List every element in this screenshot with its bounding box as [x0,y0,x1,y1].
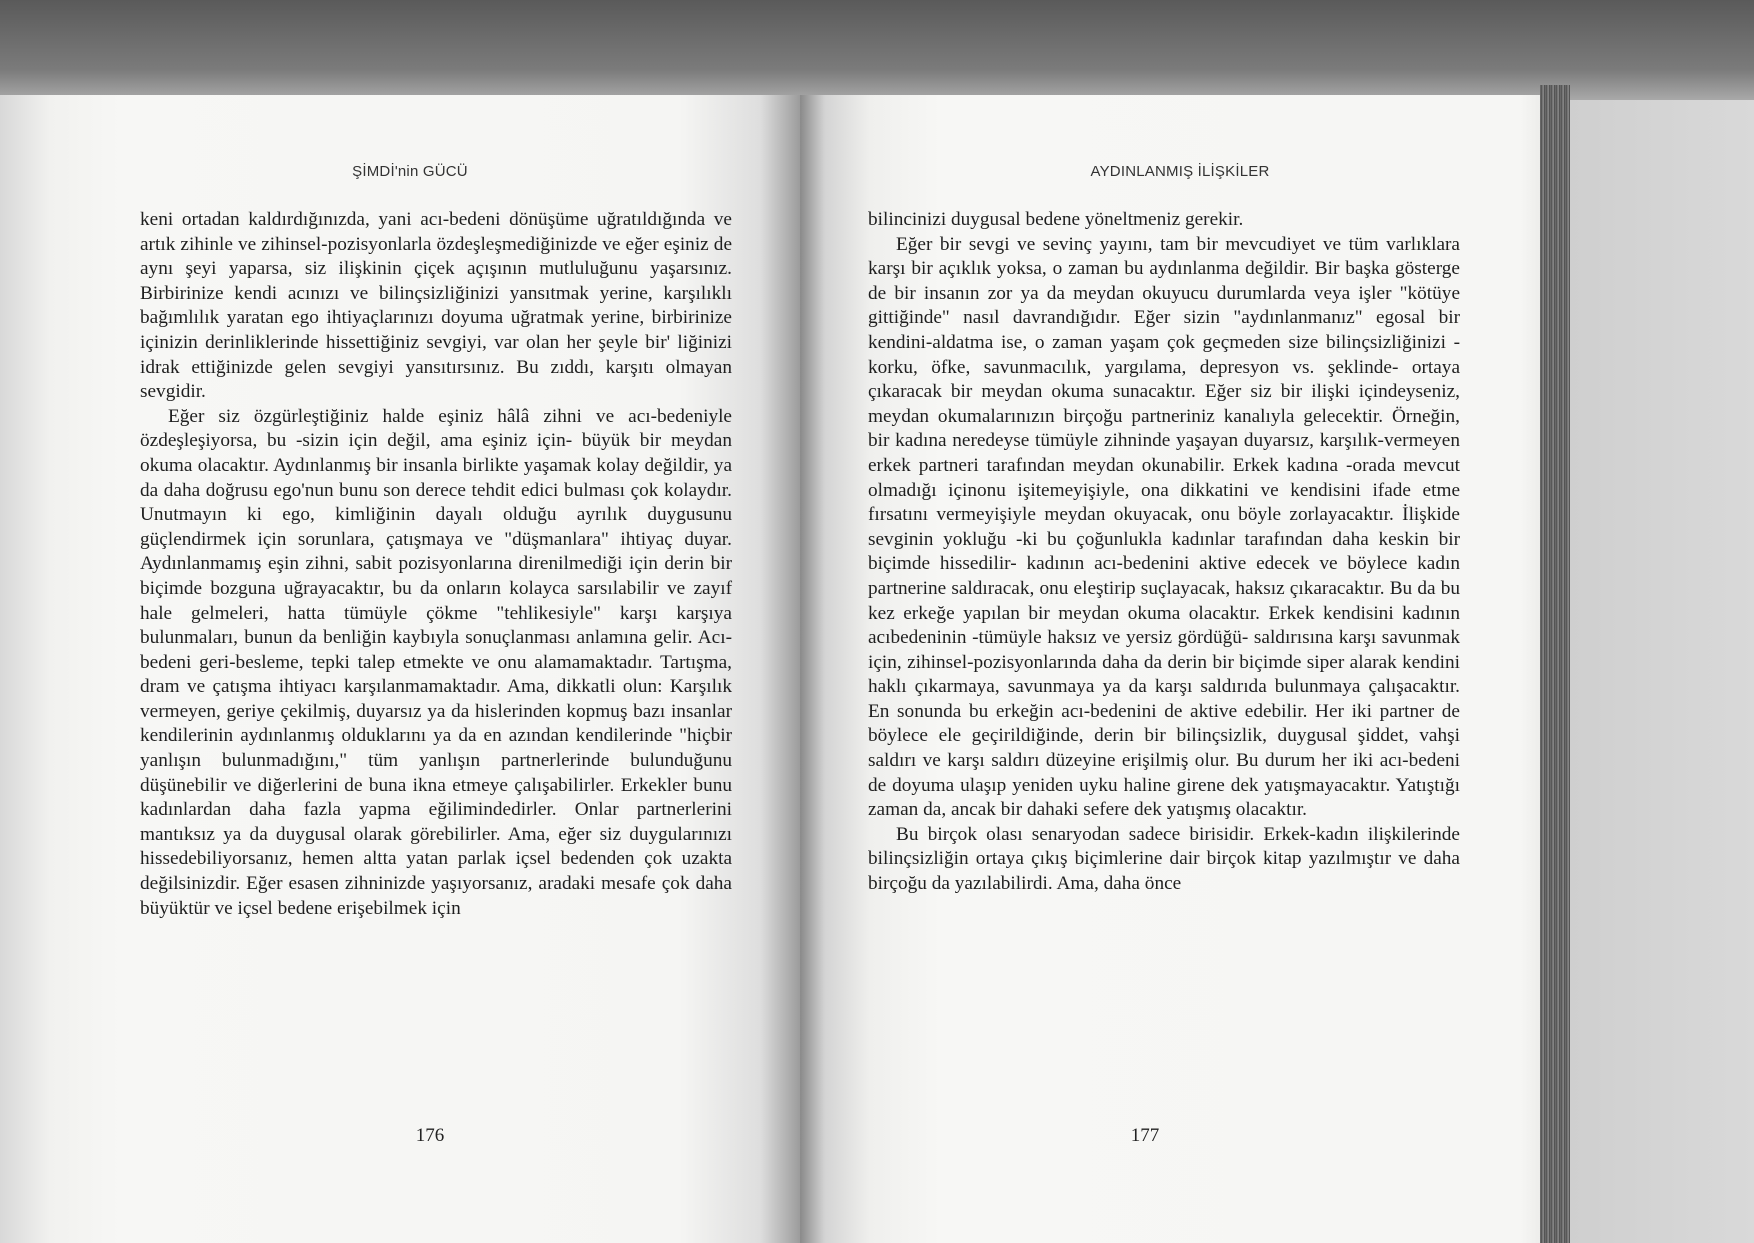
left-page-body [140,208,732,921]
paragraph: Eğer siz özgürleştiğiniz halde eşiniz hâlâ zihni ve acı-bedeniyle özdeşleşiyorsa, bu -sizin için değil, ama eşiniz için- büyük bir meydan okuma olacaktır. Aydınlanmış bir insanla birlikte yaşamak kolay değildir, ya da daha doğrusu ego'nun bunu son derece tehdit edici bulması çok kolaydır. Unutmayın ki ego, kimliğinin dayalı olduğu ayrılık duygusunu güçlendirmek için sorunlara, çatışmaya ve "düşmanlara" ihtiyaç duyar. Aydınlanmamış eşin zihni, sabit pozisyonlarına direnilmediği için derin bir biçimde bozguna uğrayacaktır, bu da onların kolayca sarsılabilir ve zayıf hale gelmeleri, hatta tümüyle çökme "tehlikesiyle" karşı karşıya bulunmaları, bunun da benliğin kaybıyla sonuçlanması anlamına gelir. Acı-bedeni geri-besleme, tepki talep etmekte ve onu alamamaktadır. Tartışma, dram ve çatışma ihtiyacı karşılanmamaktadır. Ama, dikkatli olun: Karşılık vermeyen, geriye çekilmiş, duyarsız ya da hislerinden kopmuş bazı insanlar kendilerinin aydınlanmış olduklarını ya da en azından kendilerinde "hiçbir yanlışın bulunmadığını," tüm yanlışın partnerlerinde bulunduğunu düşünebilir ve diğerlerini de buna ikna etmeye çalışabilirler. Erkekler bunu kadınlardan daha fazla yapma eğilimindedirler. Onlar partnerlerini mantıksız ya da duygusal olarak görebilirler. Ama, eğer siz duygularınızı hissedebiliyorsanız, hemen altta yatan parlak içsel bedenden çok uzakta değilsinizdir. Eğer esasen zihninizde yaşıyorsanız, aradaki mesafe çok daha büyüktür ve içsel bedene erişebilmek için [140,405,732,919]
left-page [0,95,800,1243]
running-head-left: ŞİMDİ'nin GÜCÜ [352,163,468,180]
scanner-background [1570,100,1754,1243]
paragraph: Bu birçok olası senaryodan sadece birisidir. Erkek-kadın ilişkilerinde bilinçsizliğin ortaya çıkış biçimlerine dair birçok kitap yazılmıştır ve daha birçoğu da yazılabilirdi. Ama, daha önce [868,823,1460,895]
paragraph: keni ortadan kaldırdığınızda, yani acı-bedeni dönüşüme uğratıldığında ve artık zihinle ve zihinsel-pozisyonlarla özdeşleşmediğinizde ve eğer eşiniz de aynı şeyi yaparsa, siz ilişkinin çiçek açışının mutluluğunu yaşarsınız. Birbirinize kendi acınızı ve bilinçsizliğinizi yansıtmak yerine, karşılıklı bağımlılık yaratan ego ihtiyaçlarınızı doyuma uğratmak yerine, birbirinize içinizin derinliklerinde hissettiğiniz sevgiyi, var olan her şeyle bir' liğinizi idrak ettiğinizde gelen sevgiyi yansıtırsınız. Bu zıddı, karşıtı olmayan sevgidir. [140,209,732,403]
page-number-right: 177 [1130,1125,1160,1146]
right-page [800,95,1560,1243]
paragraph: Eğer bir sevgi ve sevinç yayını, tam bir mevcudiyet ve tüm varlıklara karşı bir açıklık yoksa, o zaman bu aydınlanma değildir. Bir başka gösterge de bir insanın zor ya da meydan okuyucu durumlarda veya işler "kötüye gittiğinde" nasıl davrandığıdır. Eğer sizin "aydınlanmanız" egosal bir kendini-aldatma ise, o zaman yaşam çok geçmeden size bilinçsizliğinizi -korku, öfke, savunmacılık, yargılama, depresyon vs. şeklinde- ortaya çıkaracak bir meydan okuma sunacaktır. Eğer siz bir ilişki içindeyseniz, meydan okumalarınızın birçoğu partneriniz kanalıyla gelecektir. Örneğin, bir kadına neredeyse tümüyle zihninde yaşayan duyarsız, karşılık-vermeyen erkek partneri tarafından meydan okunabilir. Erkek kadına -orada mevcut olmadığı içinonu işitemeyişiyle, ona dikkatini ve kendisini ifade etme fırsatını vermeyişiyle meydan okuyacak, onu böyle zorlayacaktır. İlişkide sevginin yokluğu -ki bu çoğunlukla kadınlar tarafından daha keskin bir biçimde hissedilir- kadının acı-bedenini aktive edecek ve böylece kadın partnerine saldıracak, onu eleştirip suçlayacak, haksız çıkaracaktır. Bu da bu kez erkeğe yapılan bir meydan okuma olacaktır. Erkek kendisini kadının acıbedeninin -tümüyle haksız ve yersiz gördüğü- saldırısına karşı savunmak için, zihinsel-pozisyonlarında daha da derin bir biçimde siper alarak kendini haklı çıkarmaya, savunmaya ya da karşı saldırıda bulunmaya çalışacaktır. En sonunda bu erkeğin acı-bedenini de aktive edebilir. Her iki partner de böylece ele geçirildiğinde, derin bir bilinçsizlik, duygusal şiddet, vahşi saldırı ve karşı saldırı düzeyine erişilmiş olur. Bu durum her iki acı-bedeni de doyuma ulaşıp yeniden uyku haline girene dek yatışmayacaktır. Yatıştığı zaman da, ancak bir dahaki sefere dek yatışmış olacaktır. [868,233,1460,821]
right-page-body [868,208,1460,897]
page-number-left: 176 [415,1125,445,1146]
paragraph: bilincinizi duygusal bedene yöneltmeniz gerekir. [868,209,1244,230]
page-edges [1540,85,1570,1243]
running-head-right: AYDINLANMIŞ İLİŞKİLER [1090,163,1270,180]
